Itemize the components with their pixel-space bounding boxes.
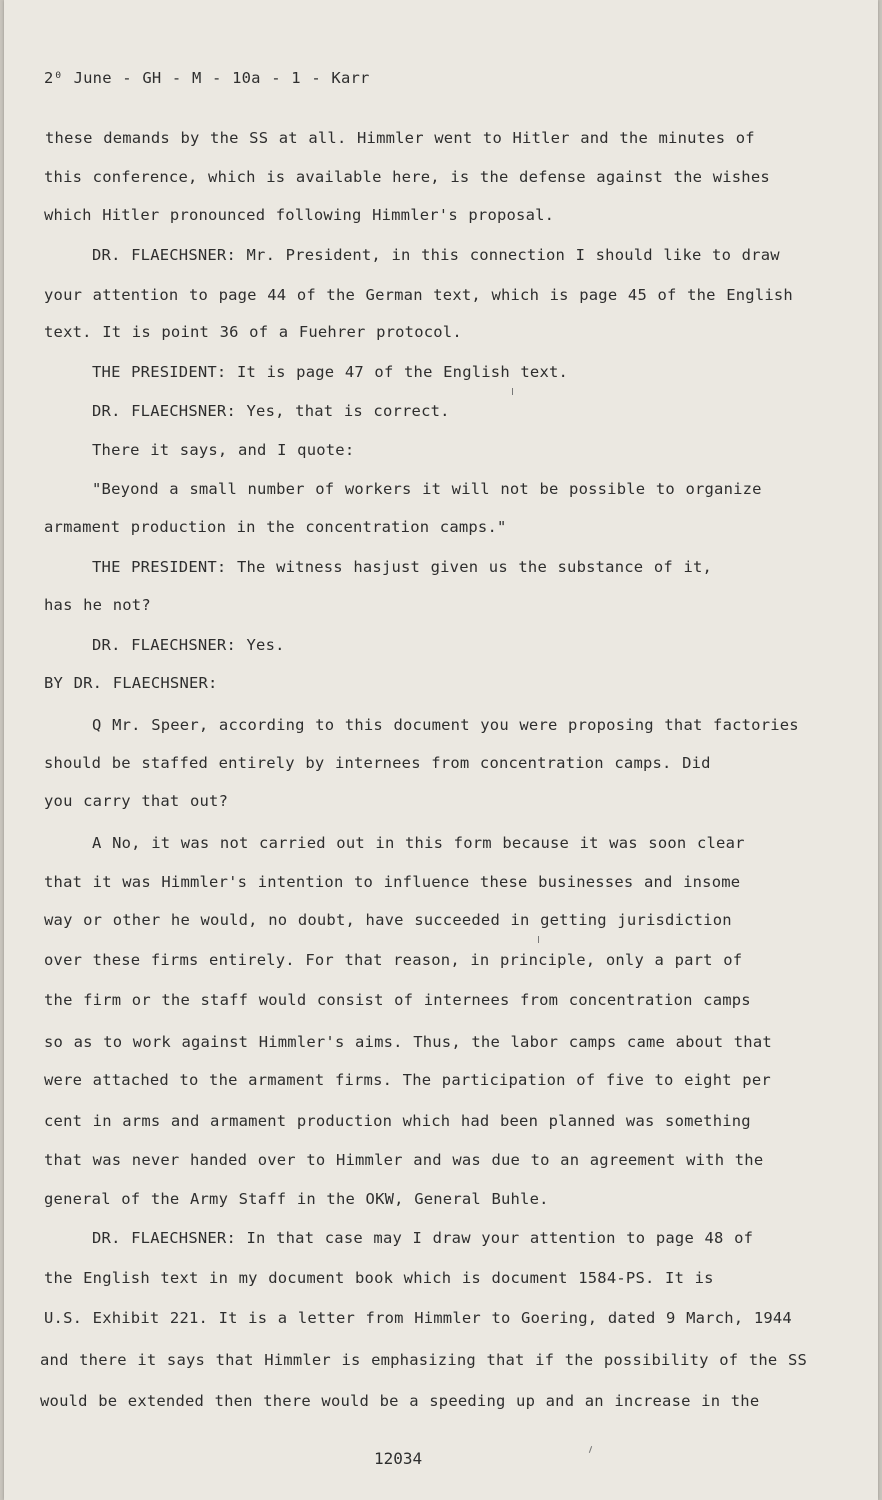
text-line: U.S. Exhibit 221. It is a letter from Himmler to Goering, dated 9 March, 1944	[44, 1309, 792, 1327]
text-line: that was never handed over to Himmler and was due to an agreement with the	[44, 1151, 764, 1169]
page-header: 2⁰ June - GH - M - 10a - 1 - Karr	[44, 69, 370, 87]
text-line: so as to work against Himmler's aims. Thus, the labor camps came about that	[44, 1033, 772, 1051]
paper-speck	[512, 388, 513, 395]
text-line: these demands by the SS at all. Himmler went to Hitler and the minutes of	[45, 129, 755, 147]
text-line: way or other he would, no doubt, have succeeded in getting jurisdiction	[44, 911, 732, 929]
text-line: this conference, which is available here, is the defense against the wishes	[44, 168, 770, 186]
text-line: general of the Army Staff in the OKW, General Buhle.	[44, 1190, 549, 1208]
text-line: that it was Himmler's intention to influence these businesses and insome	[44, 873, 741, 891]
text-line: has he not?	[44, 596, 151, 614]
text-line: Q Mr. Speer, according to this document you were proposing that factories	[92, 716, 799, 734]
text-line: you carry that out?	[44, 792, 229, 810]
text-line: BY DR. FLAECHSNER:	[44, 674, 218, 692]
text-line: over these firms entirely. For that reason, in principle, only a part of	[44, 951, 743, 969]
text-line: text. It is point 36 of a Fuehrer protocol.	[44, 323, 462, 341]
text-line: would be extended then there would be a speeding up and an increase in the	[40, 1392, 760, 1410]
document-page	[4, 0, 878, 1500]
text-line: A No, it was not carried out in this form because it was soon clear	[92, 834, 745, 852]
text-line: the English text in my document book which is document 1584-PS. It is	[44, 1269, 714, 1287]
paper-speck	[589, 1446, 592, 1453]
text-line: your attention to page 44 of the German text, which is page 45 of the English	[44, 286, 793, 304]
text-line: armament production in the concentration camps."	[44, 518, 507, 536]
text-line: DR. FLAECHSNER: In that case may I draw your attention to page 48 of	[92, 1229, 754, 1247]
text-line: DR. FLAECHSNER: Yes.	[92, 636, 285, 654]
text-line: and there it says that Himmler is emphasizing that if the possibility of the SS	[40, 1351, 808, 1369]
text-line: DR. FLAECHSNER: Mr. President, in this connection I should like to draw	[92, 246, 780, 264]
page-number: 12034	[374, 1449, 423, 1468]
text-line: were attached to the armament firms. The participation of five to eight per	[44, 1071, 771, 1089]
text-line: THE PRESIDENT: It is page 47 of the English text.	[92, 363, 569, 381]
text-line: should be staffed entirely by internees from concentration camps. Did	[44, 754, 711, 772]
text-line: which Hitler pronounced following Himmler's proposal.	[44, 206, 555, 224]
text-line: "Beyond a small number of workers it will not be possible to organize	[92, 480, 762, 498]
text-line: cent in arms and armament production which had been planned was something	[44, 1112, 751, 1130]
text-line: the firm or the staff would consist of internees from concentration camps	[44, 991, 751, 1009]
text-line: THE PRESIDENT: The witness hasjust given us the substance of it,	[92, 558, 713, 576]
text-line: DR. FLAECHSNER: Yes, that is correct.	[92, 402, 450, 420]
paper-speck	[538, 936, 539, 943]
text-line: There it says, and I quote:	[92, 441, 355, 459]
